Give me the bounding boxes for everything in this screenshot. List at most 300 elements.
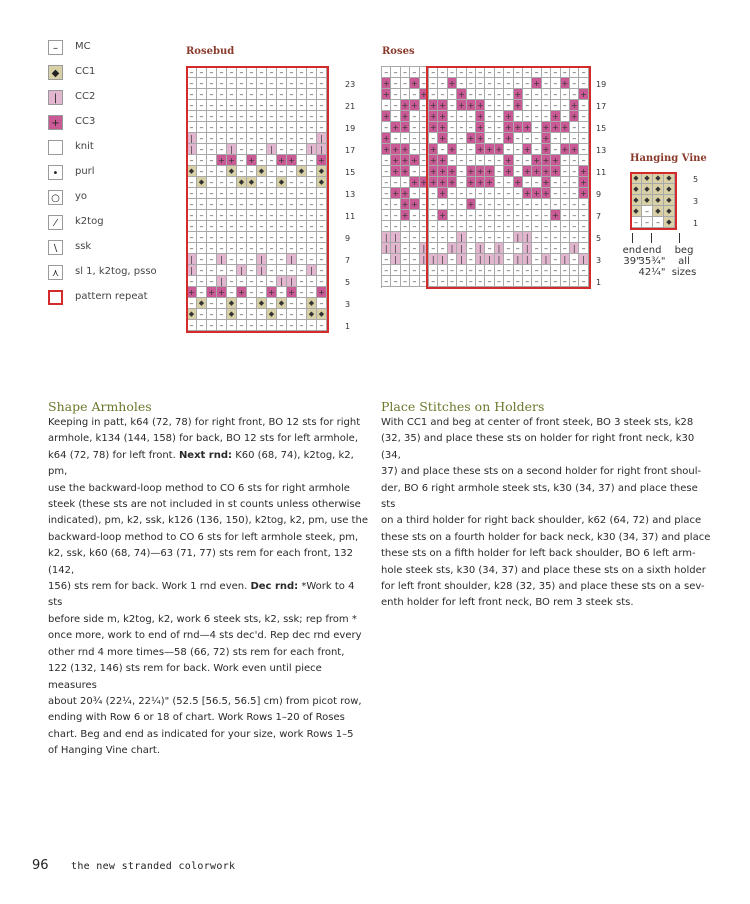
chart-cell: – xyxy=(429,133,438,144)
place-stitches-heading: Place Stitches on Holders xyxy=(381,399,545,414)
chart-cell: – xyxy=(247,320,257,331)
chart-cell: – xyxy=(495,276,504,287)
chart-cell: – xyxy=(579,144,588,155)
chart-cell: + xyxy=(476,167,484,176)
chart-cell: + xyxy=(411,79,418,88)
chart-cell: – xyxy=(532,89,541,100)
chart-cell: – xyxy=(542,243,551,254)
chart-cell: + xyxy=(570,101,578,110)
chart-cell: – xyxy=(429,243,438,254)
chart-cell: ◆ xyxy=(317,177,327,188)
chart-cell: + xyxy=(580,178,587,187)
chart-cell: – xyxy=(532,100,541,111)
chart-cell: ◆ xyxy=(664,217,675,228)
chart-cell: + xyxy=(277,155,287,166)
chart-cell: ◆ xyxy=(247,177,257,188)
chart-cell: | xyxy=(187,133,197,144)
chart-cell: – xyxy=(420,122,429,133)
chart-cell: – xyxy=(307,133,317,144)
chart-cell: – xyxy=(382,188,391,199)
chart-cell: – xyxy=(476,221,485,232)
chart-cell: – xyxy=(382,199,391,210)
chart-cell: – xyxy=(207,243,217,254)
chart-cell: – xyxy=(579,265,588,276)
chart-cell: – xyxy=(429,221,438,232)
chart-cell: – xyxy=(448,210,457,221)
chart-cell: + xyxy=(570,112,578,121)
chart-cell: – xyxy=(551,78,560,89)
chart-cell: – xyxy=(420,133,429,144)
chart-cell: – xyxy=(523,276,532,287)
chart-cell: – xyxy=(514,265,523,276)
chart-cell: ◆ xyxy=(631,173,642,184)
chart-cell: – xyxy=(287,188,297,199)
chart-cell: – xyxy=(438,243,447,254)
chart-cell: – xyxy=(307,232,317,243)
chart-cell: – xyxy=(448,199,457,210)
chart-cell: + xyxy=(207,287,217,298)
chart-cell: – xyxy=(382,122,391,133)
chart-cell: + xyxy=(486,178,493,187)
chart-cell: – xyxy=(485,78,494,89)
chart-cell: – xyxy=(570,89,579,100)
chart-cell: – xyxy=(227,111,237,122)
chart-cell: – xyxy=(467,221,476,232)
chart-cell: | xyxy=(542,254,551,265)
chart-cell: – xyxy=(467,243,476,254)
chart-cell: – xyxy=(287,265,297,276)
chart-cell: – xyxy=(187,199,197,210)
chart-cell: – xyxy=(247,254,257,265)
pattern-repeat-box xyxy=(186,66,329,333)
chart-cell: – xyxy=(287,177,297,188)
chart-cell: + xyxy=(187,287,197,298)
chart-cell: ◆ xyxy=(307,298,317,309)
legend-label: sl 1, k2tog, psso xyxy=(75,266,157,277)
chart-cell: – xyxy=(570,133,579,144)
chart-cell: – xyxy=(217,199,227,210)
chart-cell: – xyxy=(217,100,227,111)
chart-cell: – xyxy=(267,210,277,221)
chart-cell: – xyxy=(197,210,207,221)
chart-cell: + xyxy=(505,112,512,121)
chart-cell: – xyxy=(410,265,419,276)
chart-cell: | xyxy=(485,254,494,265)
row-number: 19 xyxy=(345,123,356,133)
chart-cell: – xyxy=(457,111,466,122)
chart-cell: ◆ xyxy=(227,309,237,320)
chart-cell: + xyxy=(476,123,484,132)
chart-cell: + xyxy=(237,287,247,298)
chart-cell: – xyxy=(485,155,494,166)
chart-cell: | xyxy=(287,254,297,265)
chart-cell: – xyxy=(257,111,267,122)
chart-cell: – xyxy=(307,89,317,100)
chart-cell: – xyxy=(217,232,227,243)
chart-cell: – xyxy=(514,221,523,232)
chart-cell: – xyxy=(410,166,419,177)
chart-cell: – xyxy=(523,89,532,100)
chart-cell: + xyxy=(429,156,437,165)
chart-cell: – xyxy=(267,254,277,265)
chart-cell: + xyxy=(382,134,390,143)
chart-cell: – xyxy=(495,188,504,199)
chart-cell: ◆ xyxy=(631,195,642,206)
chart-cell: ◆ xyxy=(317,166,327,177)
chart-cell: + xyxy=(533,79,540,88)
legend-item xyxy=(48,215,178,235)
chart-cell: – xyxy=(267,111,277,122)
chart-cell: – xyxy=(429,232,438,243)
chart-cell: – xyxy=(197,122,207,133)
legend-symbol: \ xyxy=(48,240,63,255)
chart-cell: + xyxy=(439,189,446,198)
chart-cell: + xyxy=(448,79,456,88)
chart-cell: + xyxy=(392,167,399,176)
chart-cell: | xyxy=(187,144,197,155)
chart-cell: – xyxy=(257,144,267,155)
chart-cell: ◆ xyxy=(664,195,675,206)
chart-cell: – xyxy=(401,89,410,100)
chart-cell: + xyxy=(448,178,456,187)
chart-cell: – xyxy=(579,221,588,232)
chart-cell: – xyxy=(429,210,438,221)
chart-cell: – xyxy=(485,276,494,287)
chart-cell: – xyxy=(542,89,551,100)
chart-cell: – xyxy=(457,122,466,133)
chart-cell: – xyxy=(257,67,267,78)
chart-cell: – xyxy=(467,89,476,100)
chart-cell: – xyxy=(457,177,466,188)
chart-cell: – xyxy=(476,232,485,243)
chart-cell: – xyxy=(287,232,297,243)
chart-cell: + xyxy=(467,178,475,187)
chart-cell: – xyxy=(277,221,287,232)
row-number: 13 xyxy=(345,189,356,199)
chart-cell: – xyxy=(420,276,429,287)
chart-cell: – xyxy=(247,122,257,133)
chart-cell: – xyxy=(561,210,570,221)
chart-cell: | xyxy=(267,144,277,155)
chart-cell: + xyxy=(429,178,437,187)
chart-cell: – xyxy=(307,199,317,210)
chart-cell: ◆ xyxy=(664,173,675,184)
chart-cell: – xyxy=(277,309,287,320)
row-number: 3 xyxy=(345,299,351,309)
chart-cell: – xyxy=(197,232,207,243)
chart-cell: – xyxy=(217,221,227,232)
chart-cell: – xyxy=(317,89,327,100)
chart-cell: – xyxy=(420,265,429,276)
chart-cell: – xyxy=(267,232,277,243)
chart-cell: – xyxy=(287,78,297,89)
chart-cell: – xyxy=(247,166,257,177)
chart-cell: | xyxy=(570,243,579,254)
chart-cell: – xyxy=(579,100,588,111)
legend-label: CC1 xyxy=(75,66,96,77)
chart-cell: – xyxy=(297,188,307,199)
chart-cell: – xyxy=(237,221,247,232)
chart-cell: – xyxy=(277,122,287,133)
chart-cell: – xyxy=(448,155,457,166)
chart-cell: – xyxy=(429,265,438,276)
chart-cell: – xyxy=(495,265,504,276)
chart-cell: – xyxy=(257,177,267,188)
vine-end-35-tick xyxy=(651,233,652,243)
chart-cell: – xyxy=(438,89,447,100)
chart-cell: – xyxy=(307,100,317,111)
chart-cell: – xyxy=(317,232,327,243)
chart-cell: – xyxy=(495,100,504,111)
chart-cell: – xyxy=(504,221,513,232)
rosebud-chart-grid xyxy=(186,66,356,332)
chart-cell: – xyxy=(570,67,579,78)
chart-cell: – xyxy=(247,199,257,210)
chart-cell: – xyxy=(207,177,217,188)
roses-chart-title: Roses xyxy=(382,46,415,57)
chart-cell: | xyxy=(495,243,504,254)
chart-cell: – xyxy=(267,177,277,188)
chart-cell: – xyxy=(448,265,457,276)
chart-cell: – xyxy=(448,221,457,232)
chart-cell: – xyxy=(570,232,579,243)
legend-symbol xyxy=(48,140,63,155)
vine-size-label-end-35: end 35¾" 42¼" xyxy=(638,245,666,278)
chart-cell: + xyxy=(411,178,418,187)
chart-cell: – xyxy=(207,166,217,177)
chart-cell: – xyxy=(438,199,447,210)
chart-cell: – xyxy=(579,155,588,166)
chart-cell: – xyxy=(485,188,494,199)
chart-cell: – xyxy=(187,188,197,199)
chart-cell: ◆ xyxy=(653,173,664,184)
chart-cell: – xyxy=(382,155,391,166)
chart-cell: – xyxy=(267,243,277,254)
chart-cell: – xyxy=(267,298,277,309)
chart-cell: – xyxy=(485,122,494,133)
chart-cell: – xyxy=(247,276,257,287)
chart-cell: – xyxy=(257,89,267,100)
chart-cell: – xyxy=(561,276,570,287)
chart-cell: + xyxy=(467,101,475,110)
chart-cell: ◆ xyxy=(267,309,277,320)
chart-cell: – xyxy=(551,254,560,265)
row-number: 17 xyxy=(345,145,356,155)
chart-cell: – xyxy=(267,89,277,100)
chart-cell: ◆ xyxy=(317,309,327,320)
chart-cell: – xyxy=(207,320,217,331)
chart-cell: – xyxy=(579,199,588,210)
chart-cell: – xyxy=(277,188,287,199)
chart-cell: – xyxy=(523,265,532,276)
chart-cell: – xyxy=(579,122,588,133)
chart-cell: – xyxy=(307,177,317,188)
chart-cell: – xyxy=(227,232,237,243)
chart-cell: – xyxy=(297,254,307,265)
chart-cell: – xyxy=(227,320,237,331)
chart-cell: | xyxy=(187,265,197,276)
running-footer-title: the new stranded colorwork xyxy=(71,861,236,872)
chart-cell: – xyxy=(247,221,257,232)
chart-cell: + xyxy=(514,123,522,132)
chart-cell: – xyxy=(561,188,570,199)
chart-cell: – xyxy=(504,243,513,254)
chart-cell: – xyxy=(197,100,207,111)
chart-cell: – xyxy=(307,111,317,122)
row-number: 7 xyxy=(596,211,602,221)
chart-cell: – xyxy=(217,298,227,309)
chart-cell: – xyxy=(476,210,485,221)
chart-cell: – xyxy=(307,243,317,254)
chart-cell: – xyxy=(227,254,237,265)
chart-cell: – xyxy=(257,78,267,89)
chart-cell: – xyxy=(277,133,287,144)
chart-cell: – xyxy=(247,287,257,298)
chart-cell: + xyxy=(467,134,475,143)
chart-cell: + xyxy=(523,189,531,198)
chart-cell: – xyxy=(297,177,307,188)
chart-cell: – xyxy=(237,144,247,155)
legend-symbol: ⁄ xyxy=(48,215,63,230)
chart-cell: – xyxy=(247,243,257,254)
chart-cell: – xyxy=(579,133,588,144)
page-number: 96 xyxy=(32,858,49,873)
chart-cell: – xyxy=(420,221,429,232)
chart-cell: – xyxy=(207,111,217,122)
chart-cell: – xyxy=(410,221,419,232)
chart-cell: – xyxy=(287,133,297,144)
chart-cell: – xyxy=(410,67,419,78)
chart-cell: – xyxy=(187,122,197,133)
chart-cell: – xyxy=(642,217,653,228)
chart-cell: ◆ xyxy=(227,166,237,177)
chart-cell: – xyxy=(448,89,457,100)
chart-cell: – xyxy=(476,78,485,89)
chart-cell: – xyxy=(187,210,197,221)
chart-cell: – xyxy=(570,78,579,89)
chart-cell: – xyxy=(207,309,217,320)
chart-cell: – xyxy=(277,232,287,243)
chart-cell: + xyxy=(552,167,559,176)
chart-cell: ◆ xyxy=(227,298,237,309)
chart-cell: – xyxy=(448,100,457,111)
chart-cell: – xyxy=(277,210,287,221)
chart-cell: ◆ xyxy=(631,184,642,195)
row-number: 11 xyxy=(596,167,607,177)
chart-cell: – xyxy=(277,100,287,111)
chart-cell: – xyxy=(570,276,579,287)
chart-cell: – xyxy=(504,78,513,89)
chart-cell: – xyxy=(532,133,541,144)
chart-cell: – xyxy=(523,177,532,188)
chart-cell: – xyxy=(217,320,227,331)
chart-cell: + xyxy=(533,167,540,176)
chart-cell: – xyxy=(542,232,551,243)
chart-cell: ◆ xyxy=(664,206,675,217)
chart-cell: | xyxy=(523,254,532,265)
row-number: 1 xyxy=(693,218,699,228)
chart-cell: – xyxy=(227,287,237,298)
row-number: 17 xyxy=(596,101,607,111)
chart-cell: – xyxy=(247,133,257,144)
chart-cell: – xyxy=(227,89,237,100)
chart-cell: – xyxy=(227,133,237,144)
chart-cell: – xyxy=(297,287,307,298)
chart-cell: – xyxy=(532,276,541,287)
vine-size-label-end-39: end 39" xyxy=(622,245,642,267)
chart-cell: – xyxy=(187,177,197,188)
chart-cell: | xyxy=(217,276,227,287)
chart-cell: – xyxy=(532,199,541,210)
chart-cell: – xyxy=(542,265,551,276)
chart-cell: – xyxy=(448,111,457,122)
chart-cell: – xyxy=(277,287,287,298)
chart-cell: ◆ xyxy=(664,184,675,195)
chart-cell: – xyxy=(197,78,207,89)
chart-cell: + xyxy=(429,101,437,110)
chart-cell: | xyxy=(420,243,429,254)
row-number: 11 xyxy=(345,211,356,221)
chart-cell: – xyxy=(476,155,485,166)
chart-cell: ◆ xyxy=(277,298,287,309)
chart-cell: – xyxy=(485,199,494,210)
chart-cell: + xyxy=(467,200,475,209)
chart-cell: – xyxy=(207,210,217,221)
chart-cell: – xyxy=(514,199,523,210)
chart-cell: – xyxy=(401,265,410,276)
chart-cell: – xyxy=(457,144,466,155)
chart-cell: – xyxy=(410,122,419,133)
chart-cell: – xyxy=(227,122,237,133)
chart-cell: – xyxy=(438,265,447,276)
chart-cell: – xyxy=(307,320,317,331)
legend-item xyxy=(48,115,178,135)
chart-cell: – xyxy=(410,254,419,265)
chart-cell: – xyxy=(467,254,476,265)
chart-cell: – xyxy=(448,188,457,199)
chart-cell: – xyxy=(485,232,494,243)
chart-cell: ◆ xyxy=(237,177,247,188)
chart-cell: + xyxy=(523,145,531,154)
chart-cell: – xyxy=(579,210,588,221)
chart-cell: ◆ xyxy=(197,298,207,309)
chart-cell: – xyxy=(257,276,267,287)
chart-cell: – xyxy=(297,100,307,111)
chart-cell: + xyxy=(401,211,409,220)
chart-cell: – xyxy=(561,166,570,177)
chart-cell: – xyxy=(247,309,257,320)
chart-cell: – xyxy=(257,100,267,111)
chart-cell: – xyxy=(197,188,207,199)
chart-cell: – xyxy=(401,254,410,265)
chart-cell: – xyxy=(401,232,410,243)
chart-cell: + xyxy=(495,145,503,154)
chart-cell: – xyxy=(467,232,476,243)
chart-cell: – xyxy=(504,100,513,111)
chart-cell: – xyxy=(420,199,429,210)
chart-cell: + xyxy=(392,189,399,198)
chart-cell: – xyxy=(495,166,504,177)
chart-cell: – xyxy=(257,188,267,199)
chart-cell: + xyxy=(392,123,399,132)
chart-cell: – xyxy=(514,78,523,89)
chart-cell: – xyxy=(420,111,429,122)
chart-cell: – xyxy=(207,67,217,78)
chart-cell: | xyxy=(217,254,227,265)
chart-cell: – xyxy=(257,133,267,144)
chart-cell: ◆ xyxy=(297,166,307,177)
chart-cell: – xyxy=(307,67,317,78)
